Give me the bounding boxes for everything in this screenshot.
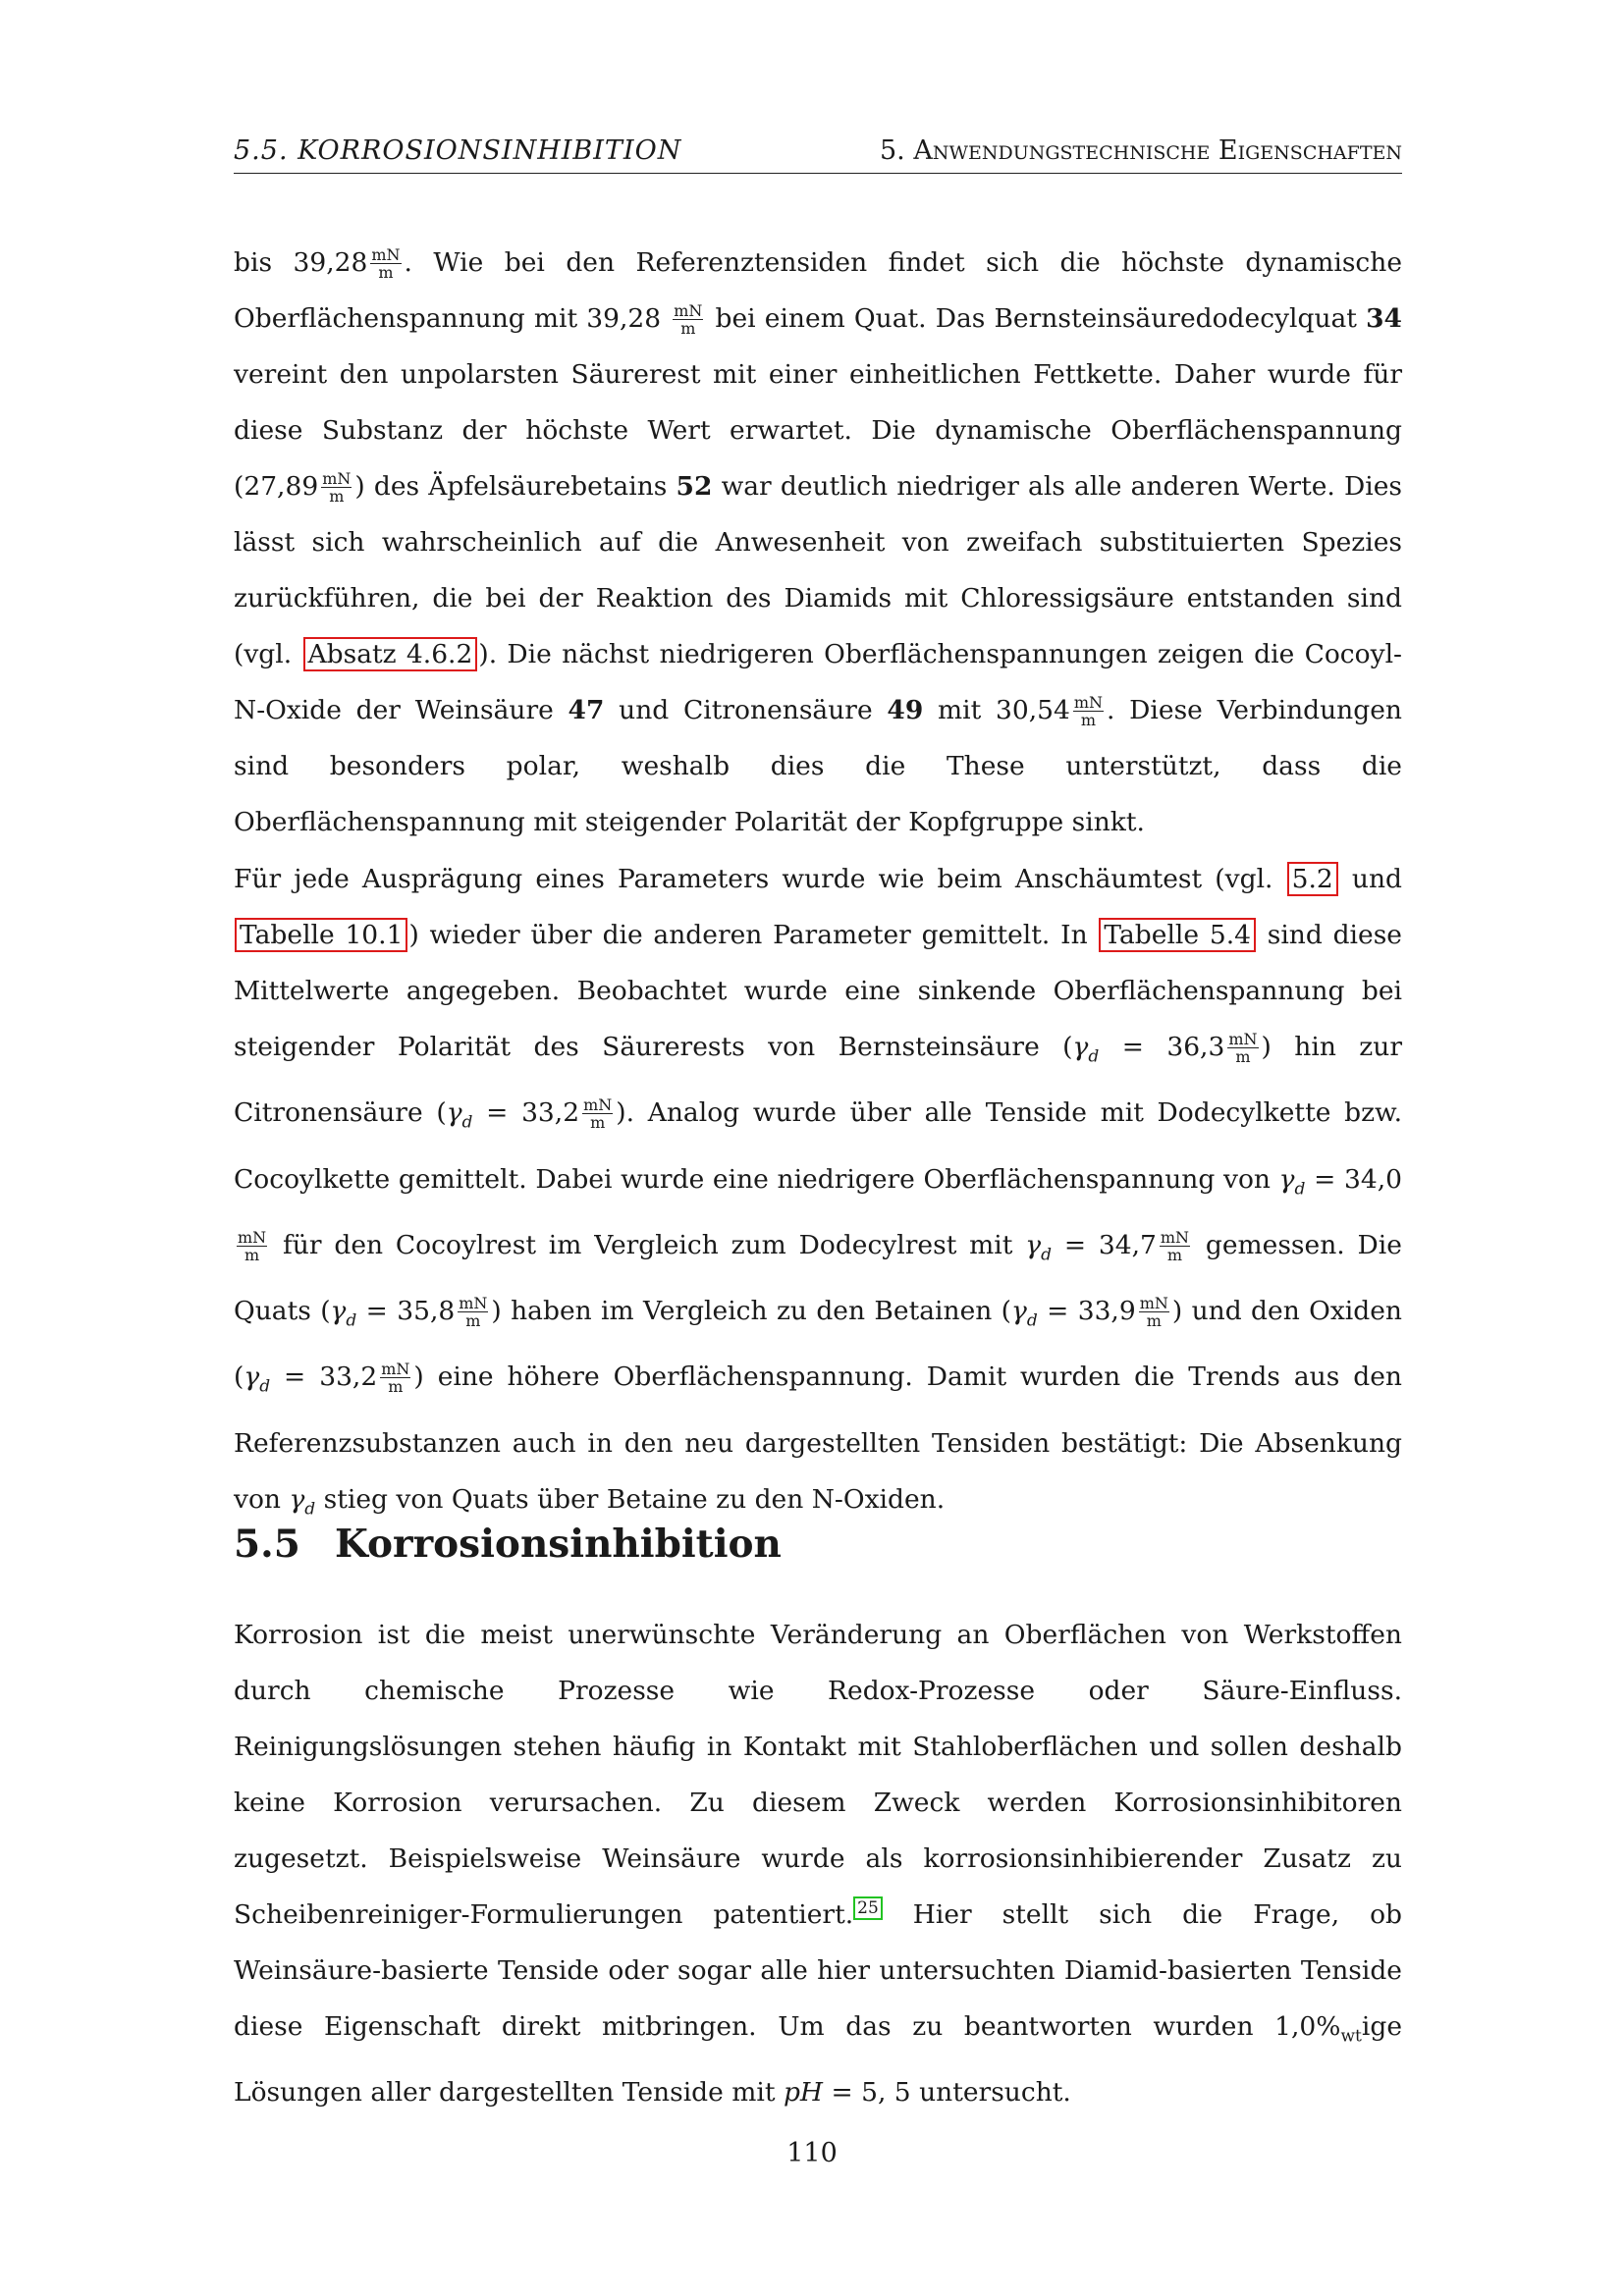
header-left: 5.5. KORROSIONSINHIBITION: [234, 135, 682, 166]
unit-fraction: $\frac{mN}{m}$: [371, 245, 401, 282]
page-number: 110: [786, 2138, 838, 2168]
paragraph-3: Korrosion ist die meist unerwünschte Veränderung an Oberflächen von Werkstoffen durch chemische Prozesse wie Redox-Prozesse oder Säure-Einfluss. Reinigungslösungen stehen häufig in Kontakt mit Stahloberflächen und sollen deshalb keine Korrosion verursachen. Zu diesem Zweck werden Korrosionsinhibitoren zugesetzt. Beispielsweise Weinsäure wurde als korrosionsinhibierender Zusatz zu Scheibenreiniger-Formulierungen patentiert. $^{25}$ Hier stellt sich die Frage, ob Weinsäure-basierte Tenside oder sogar alle hier untersuchten Diamid-basierten Tenside diese Eigenschaft direkt mitbringen. Um das zu beantworten wurden $1,0\%_{wt}ige$ Lösungen aller dargestellten Tenside mit pH = 5, 5 untersucht.: [234, 1620, 1402, 2109]
paragraph-2: Für jede Ausprägung eines Parameters wurde wie beim Anschäumtest (vgl. 5.2 und Tabelle 10.1 ) wieder über die anderen Parameter gemittelt. In Tabelle 5.4 sind diese Mittelwerte angegeben. Beobachtet wurde eine sinkende Oberflächenspannung bei steigender Polarität des Säurerests von Bernsteinsäure ($\gamma_d = 36,3$ $\frac{mN}{m}$ ) hin zur Citronensäure ($\gamma_d = 33,2$ $\frac{mN}{m}$ ). Analog wurde über alle Tenside mit Dodecylkette bzw. Cocoylkette gemittelt. Dabei wurde eine niedrigere Oberflächenspannung von $\gamma_d = 34,0$ $\frac{mN}{m}$ für den Cocoylrest im Vergleich zum Dodecylrest mit $\gamma_d = 34,7$ $\frac{mN}{m}$ gemessen. Die Quats ($\gamma_d = 35,8$ $\frac{mN}{m}$ ) haben im Vergleich zu den Betainen ($\gamma_d = 33,9$ $\frac{mN}{m}$ ) und den Oxiden ($\gamma_d = 33,2$ $\frac{mN}{m}$ ) eine höhere Oberflächenspannung. Damit wurden die Trends aus den Referenzsubstanzen auch in den neu dargestellten Tensiden bestätigt: Die Absenkung von $\gamma_d$ stieg von Quats über Betaine zu den N-Oxiden.: [234, 864, 1403, 1520]
citation-link[interactable]: 25: [853, 1896, 883, 1920]
unit-fraction: $\frac{mN}{m}$: [322, 469, 352, 506]
header-right: 5. Anwendungstechnische Eigenschaften: [880, 135, 1402, 166]
section-heading: [234, 1522, 782, 1567]
unit-fraction: $\frac{mN}{m}$: [674, 301, 703, 338]
running-header: [234, 133, 1402, 174]
unit-fraction: $\frac{mN}{m}$: [1073, 693, 1104, 729]
section-ref-link[interactable]: 5.2: [1287, 862, 1338, 896]
table-ref-link[interactable]: Tabelle 5.4: [1099, 918, 1256, 952]
section-title: Korrosionsinhibition: [335, 1522, 782, 1567]
compound-number: 34: [1366, 303, 1402, 334]
compound-number: 49: [887, 695, 924, 725]
compound-number: 52: [676, 471, 713, 502]
compound-number: 47: [568, 695, 605, 725]
paragraph-1: bis 39,28 $\frac{mN}{m}$ . Wie bei den Referenztensiden findet sich die höchste dynamische Oberflächenspannung mit 39,28 $\frac{mN}{m}$ bei einem Quat. Das Bernsteinsäuredodecylquat 34 vereint den unpolarsten Säurerest mit einer einheitlichen Fettkette. Daher wurde für diese Substanz der höchste Wert erwartet. Die dynamische Oberflächenspannung (27,89 $\frac{mN}{m}$ ) des Äpfelsäurebetains 52 war deutlich niedriger als alle anderen Werte. Dies lässt sich wahrscheinlich auf die Anwesenheit von zweifach substituierten Spezies zurückführen, die bei der Reaktion des Diamids mit Chloressigsäure entstanden sind (vgl. Absatz 4.6.2 ). Die nächst niedrigeren Oberflächenspannungen zeigen die Cocoyl-N-Oxide der Weinsäure 47 und Citronensäure 49 mit 30,54 $\frac{mN}{m}$ . Diese Verbindungen sind besonders polar, weshalb dies die These unterstützt, dass die Oberflächenspannung mit steigender Polarität der Kopfgruppe sinkt.: [234, 245, 1403, 837]
table-ref-link[interactable]: Tabelle 10.1: [235, 918, 407, 952]
section-ref-link[interactable]: Absatz 4.6.2: [303, 637, 478, 671]
section-number: 5.5: [234, 1522, 300, 1567]
